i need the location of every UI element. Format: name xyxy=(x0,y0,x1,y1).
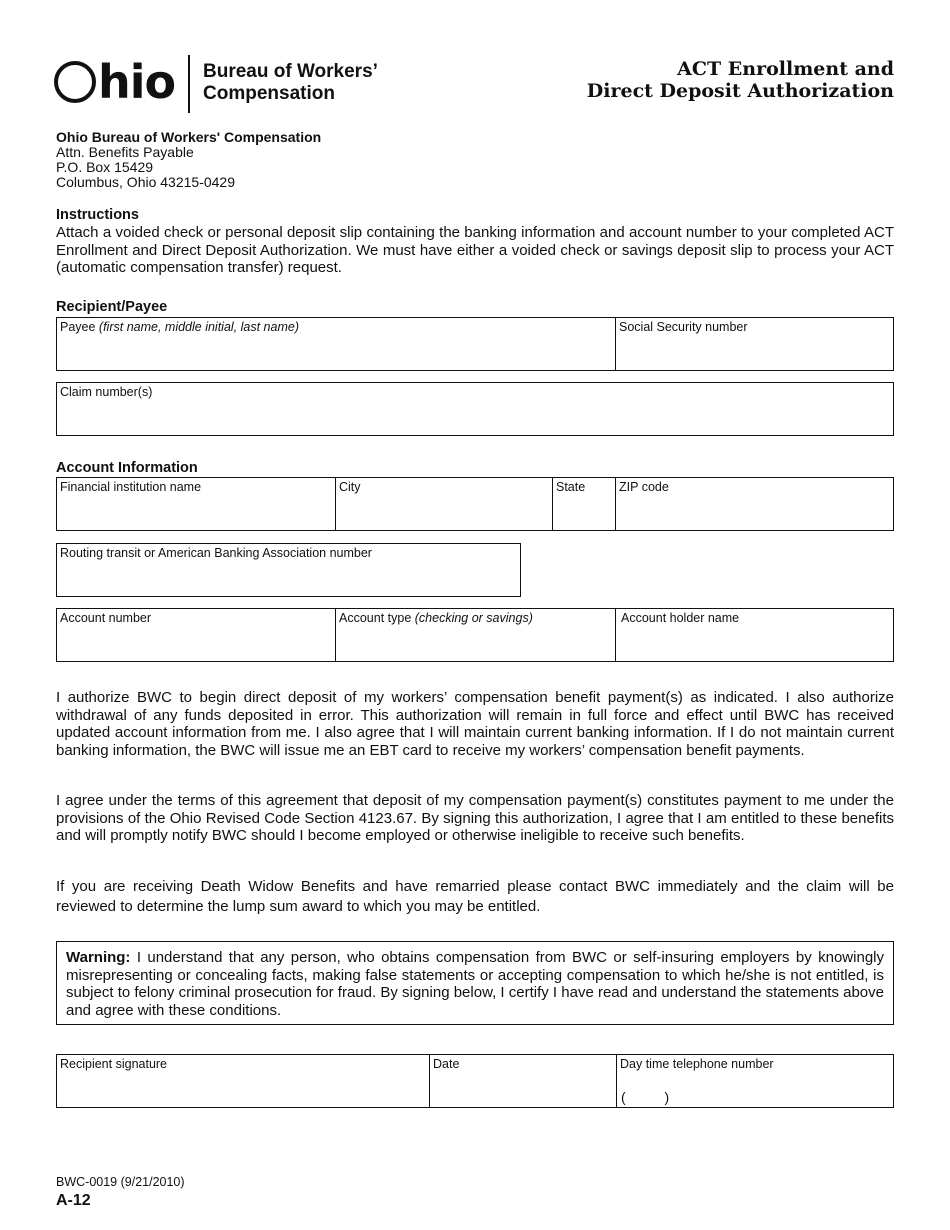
date-label: Date xyxy=(433,1057,460,1071)
payee-label: Payee (first name, middle initial, last name) xyxy=(60,320,299,334)
account-holder-field[interactable] xyxy=(616,609,893,661)
account-row xyxy=(56,608,894,662)
agency-name xyxy=(203,61,378,105)
page-code: A-12 xyxy=(56,1192,91,1209)
institution-field[interactable] xyxy=(57,478,336,530)
account-number-label: Account number xyxy=(60,611,152,625)
address-line3: Columbus, Ohio 43215-0429 xyxy=(56,174,236,190)
address-name: Ohio Bureau of Workers' Compensation xyxy=(56,129,322,145)
form-title xyxy=(587,58,894,102)
signature-field[interactable] xyxy=(57,1055,430,1107)
logo-divider xyxy=(188,55,190,113)
signature-label: Recipient signature xyxy=(60,1057,168,1071)
ohio-logo-word xyxy=(54,52,175,112)
warning-box xyxy=(56,941,894,1025)
signature-row xyxy=(56,1054,894,1108)
recipient-row xyxy=(56,317,894,371)
agreement-paragraph: I agree under the terms of this agreement that deposit of my compensation payment(s) constitutes payment to me under the provisions of the Ohio Revised Code Section 4123.67. By signing this authorization, I agree that I am entitled to these benefits and will promptly notify BWC should I become employed or otherwise ineligible to receive such benefits. xyxy=(56,792,894,844)
city-label: City xyxy=(339,480,361,494)
phone-label: Day time telephone number xyxy=(620,1057,774,1071)
recipient-heading: Recipient/Payee xyxy=(56,299,168,315)
routing-number-field[interactable] xyxy=(56,543,521,597)
warning-text: I understand that any person, who obtains compensation from BWC or self-insuring employers by knowingly misrepresenting or concealing facts, making false statements or accepting compensation to which he/she is not entitled, is subject to felony criminal prosecution for fraud. By signing below, I certify I have read and understand the statements above and agree with these conditions. xyxy=(66,949,884,1019)
form-title-line1: ACT Enrollment and xyxy=(677,58,894,80)
routing-number-label: Routing transit or American Banking Association number xyxy=(60,546,372,560)
date-field[interactable] xyxy=(430,1055,617,1107)
zip-field[interactable] xyxy=(616,478,893,530)
form-code: BWC-0019 (9/21/2010) xyxy=(56,1175,185,1189)
account-heading: Account Information xyxy=(56,460,198,476)
warning-label: Warning: xyxy=(66,949,131,966)
phone-area-code-parens: ( ) xyxy=(621,1089,670,1105)
account-type-field[interactable] xyxy=(336,609,616,661)
state-label: State xyxy=(556,480,586,494)
address-line1: Attn. Benefits Payable xyxy=(56,144,194,160)
institution-label: Financial institution name xyxy=(60,480,202,494)
ssn-label: Social Security number xyxy=(619,320,748,334)
form-title-line2: Direct Deposit Authorization xyxy=(586,80,894,102)
claim-number-label: Claim number(s) xyxy=(60,385,153,399)
institution-row xyxy=(56,477,894,531)
instructions-heading: Instructions xyxy=(56,207,139,223)
authorization-paragraph: I authorize BWC to begin direct deposit of my workers’ compensation benefit payment(s) as indicated. I also authorize withdrawal of any funds deposited in error. This authorization will remain in full force and effect until BWC has received updated account information from me. I also agree that I will maintain current banking information. If I do not maintain current banking information, the BWC will issue me an EBT card to receive my workers’ compensation benefit payments. xyxy=(56,689,894,759)
payee-field[interactable] xyxy=(57,318,616,370)
ohio-logo-text: hio xyxy=(98,55,176,109)
phone-field[interactable] xyxy=(617,1055,893,1107)
address-line2: P.O. Box 15429 xyxy=(56,159,154,175)
ssn-field[interactable] xyxy=(616,318,893,370)
agency-name-line2: Compensation xyxy=(203,83,335,104)
account-number-field[interactable] xyxy=(57,609,336,661)
ohio-logo-o-circle xyxy=(54,61,96,103)
agency-name-line1: Bureau of Workers’ xyxy=(203,61,378,82)
account-type-label: Account type (checking or savings) xyxy=(339,611,533,625)
account-holder-label: Account holder name xyxy=(621,611,740,625)
instructions-text: Attach a voided check or personal deposit slip containing the banking information and account number to your completed ACT Enrollment and Direct Deposit Authorization. We must have either a voided check or savings deposit slip to process your ACT (automatic compensation transfer) request. xyxy=(56,224,894,276)
state-field[interactable] xyxy=(553,478,616,530)
city-field[interactable] xyxy=(336,478,553,530)
death-benefits-paragraph: If you are receiving Death Widow Benefits and have remarried please contact BWC immediately and the claim will be reviewed to determine the lump sum award to which you may be entitled. xyxy=(56,878,894,915)
claim-number-field[interactable] xyxy=(56,382,894,436)
ohio-logo xyxy=(54,52,175,112)
zip-label: ZIP code xyxy=(619,480,669,494)
mailing-address xyxy=(56,130,321,190)
